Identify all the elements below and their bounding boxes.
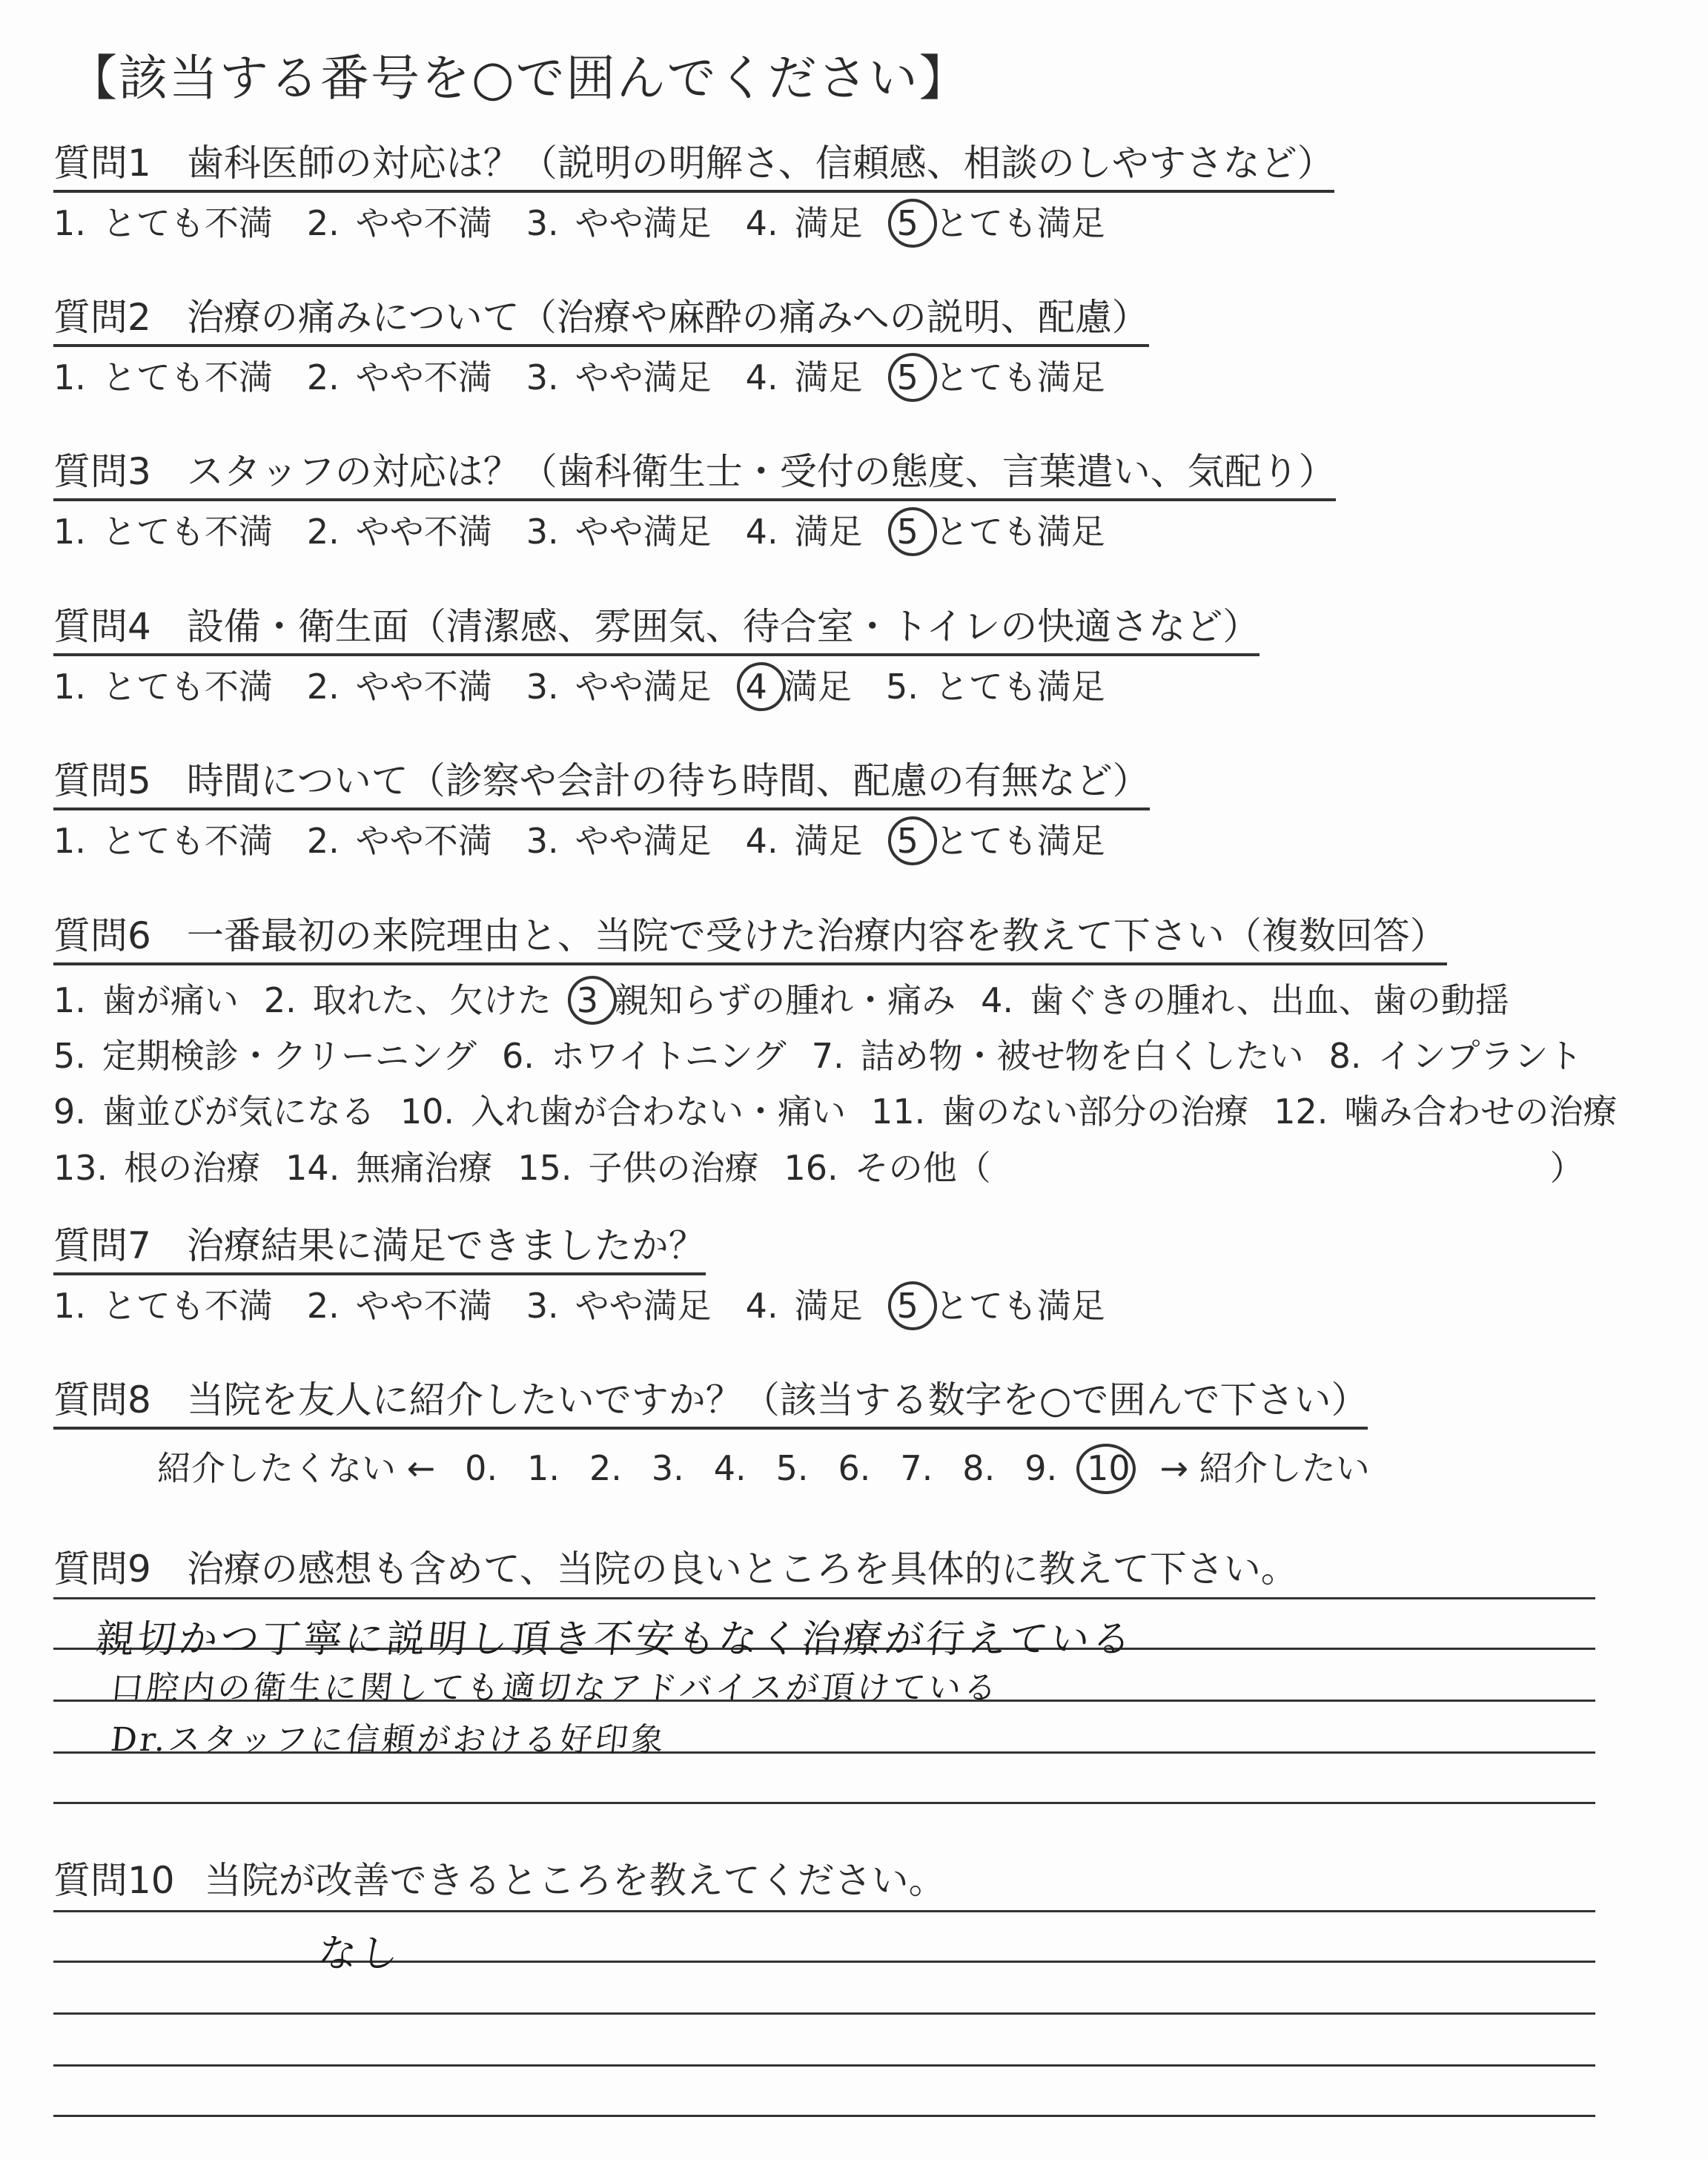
rating-options: [53, 1286, 1139, 1327]
reason-row: [53, 1148, 1642, 1189]
question-text: 設備・衛生面（清潔感、雰囲気、待合室・トイレの快適さなど）: [186, 605, 1260, 648]
option-label: 歯が痛い: [102, 980, 239, 1020]
rating-option-4[interactable]: [746, 1286, 863, 1327]
option-number: 1.: [53, 1286, 86, 1326]
reason-option[interactable]: [1274, 1091, 1617, 1132]
rating-option-1[interactable]: [53, 821, 273, 862]
reason-option[interactable]: [517, 1148, 758, 1189]
option-number: 3.: [526, 512, 559, 552]
question-label: 質問2: [53, 296, 151, 339]
rating-option-1[interactable]: [53, 203, 273, 244]
option-label: 無痛治療: [356, 1147, 493, 1188]
option-label: とても満足: [934, 512, 1105, 552]
option-number: 4: [745, 667, 767, 707]
option-number: 16.: [784, 1147, 838, 1188]
rating-option-2[interactable]: [307, 1286, 492, 1327]
scale-number[interactable]: 8.: [962, 1448, 996, 1488]
scale-number[interactable]: 7.: [900, 1448, 933, 1488]
option-label: 満足: [794, 512, 863, 552]
option-number: 10.: [400, 1091, 455, 1132]
reason-option[interactable]: [53, 1036, 477, 1077]
question-label: 質問7: [53, 1224, 151, 1267]
option-label: 歯ぐきの腫れ、出血、歯の動揺: [1029, 980, 1509, 1020]
question-1: [53, 141, 1334, 244]
rating-option-2[interactable]: [307, 821, 492, 862]
reason-option[interactable]: [812, 1036, 1304, 1077]
rating-option-2[interactable]: [307, 512, 492, 552]
option-number: 2.: [306, 203, 340, 243]
option-number: 1.: [53, 203, 86, 243]
handwritten-answer-line: 親切かつ丁寧に説明し頂き不安もなく治療が行えている: [93, 1617, 1136, 1662]
option-number: 5: [896, 512, 918, 552]
scale-right-label: → 紹介したい: [1159, 1448, 1370, 1488]
question-label: 質問1: [53, 142, 151, 185]
option-number: 2.: [263, 980, 297, 1020]
option-number: 11.: [871, 1091, 926, 1132]
rating-option-3[interactable]: [526, 1286, 712, 1327]
reason-option[interactable]: [577, 980, 956, 1021]
rating-option-4[interactable]: [746, 512, 863, 552]
question-text: 歯科医師の対応は？（説明の明解さ、信頼感、相談のしやすさなど）: [186, 142, 1334, 185]
ruled-line: [53, 2012, 1595, 2015]
option-number: 4.: [745, 203, 778, 243]
handwritten-answer: なし: [316, 1932, 404, 1976]
option-number: 12.: [1274, 1091, 1328, 1132]
reason-option[interactable]: [53, 1148, 260, 1189]
reason-option[interactable]: [784, 1148, 990, 1189]
rating-option-5[interactable]: [886, 667, 1105, 707]
question-2: [53, 295, 1149, 398]
rating-option-2[interactable]: [307, 203, 492, 244]
option-number: 1.: [53, 357, 86, 397]
rating-option-5[interactable]: [897, 357, 1105, 398]
option-number: 2.: [306, 357, 340, 397]
rating-option-3[interactable]: [526, 667, 712, 707]
question-4: [53, 604, 1260, 707]
option-number: 1.: [53, 821, 86, 861]
option-label: やや不満: [355, 821, 492, 861]
rating-option-4[interactable]: [746, 357, 863, 398]
scale-number[interactable]: 2.: [589, 1448, 622, 1488]
rating-options: [53, 821, 1150, 862]
recommend-scale: [53, 1441, 1400, 1490]
question-7: [53, 1223, 1139, 1327]
scale-number[interactable]: 4.: [713, 1448, 747, 1488]
reason-row: [53, 1091, 1642, 1132]
option-number: 3: [576, 980, 599, 1020]
question-label: 質問8: [53, 1378, 151, 1421]
option-label: とても不満: [102, 512, 273, 552]
option-number: 2.: [306, 667, 340, 707]
handwritten-answer-line: Dr.スタッフに信頼がおける好印象: [108, 1721, 669, 1759]
rating-option-4[interactable]: [746, 203, 863, 244]
rating-option-4[interactable]: [746, 821, 863, 862]
option-label: とても不満: [102, 667, 273, 707]
ruled-line: [53, 2115, 1595, 2117]
question-3: [53, 449, 1336, 552]
option-label: やや満足: [575, 357, 712, 397]
option-number: 3.: [526, 1286, 559, 1326]
question-5: [53, 759, 1150, 862]
option-label: とても満足: [934, 357, 1105, 397]
option-label: やや満足: [575, 512, 712, 552]
scale-number[interactable]: 9.: [1025, 1448, 1058, 1488]
ruled-line: [53, 1961, 1595, 1963]
option-label: 定期検診・クリーニング: [102, 1036, 477, 1077]
option-label: 詰め物・被せ物を白くしたい: [860, 1036, 1304, 1077]
option-label: 根の治療: [124, 1147, 261, 1188]
option-number: 5.: [885, 667, 918, 707]
option-label: やや満足: [575, 1286, 712, 1326]
ruled-line: [53, 1910, 1595, 1912]
question-label: 質問6: [53, 914, 151, 957]
option-label: やや不満: [355, 667, 492, 707]
rating-option-3[interactable]: [526, 357, 712, 398]
option-number: 4.: [745, 821, 778, 861]
option-number: 1.: [53, 667, 86, 707]
ruled-line: [53, 2064, 1595, 2067]
scale-number[interactable]: 3.: [651, 1448, 684, 1488]
option-label: 満足: [794, 357, 863, 397]
scale-number[interactable]: 10: [1087, 1448, 1131, 1488]
rating-option-3[interactable]: [526, 821, 712, 862]
reason-option[interactable]: [285, 1148, 492, 1189]
option-label: 取れた、欠けた: [312, 980, 552, 1020]
rating-option-5[interactable]: [897, 821, 1105, 862]
question-6: [53, 914, 1642, 1189]
option-number: 5: [896, 203, 918, 243]
question-text: 当院を友人に紹介したいですか？（該当する数字を○で囲んで下さい）: [186, 1378, 1368, 1421]
question-8: [53, 1378, 1400, 1490]
reason-option[interactable]: [1329, 1036, 1583, 1077]
option-label: やや不満: [355, 203, 492, 243]
scale-left-label: 紹介したくない ←: [157, 1448, 436, 1488]
rating-option-1[interactable]: [53, 667, 273, 707]
option-number: 3.: [526, 667, 559, 707]
option-label: 歯のない部分の治療: [941, 1091, 1249, 1132]
reason-option[interactable]: [400, 1091, 846, 1132]
form-heading: 【該当する番号を○で囲んでください】: [68, 50, 970, 107]
scale-number[interactable]: 5.: [775, 1448, 809, 1488]
option-label: とても満足: [934, 1286, 1105, 1326]
reason-row: [53, 1036, 1642, 1077]
option-number: 2.: [306, 512, 340, 552]
question-9: [53, 1539, 1298, 1593]
scale-number[interactable]: 0.: [465, 1448, 498, 1488]
option-label: 満足: [794, 821, 863, 861]
rating-option-5[interactable]: [897, 1286, 1105, 1327]
question-label: 質問9: [53, 1548, 151, 1591]
question-text: 当院が改善できるところを教えてください。: [204, 1859, 946, 1902]
question-label: 質問3: [53, 450, 151, 493]
question-text: 時間について（診察や会計の待ち時間、配慮の有無など）: [186, 759, 1150, 802]
option-label: 満足: [783, 667, 852, 707]
reason-options: [53, 980, 1642, 1189]
option-label: やや満足: [575, 821, 712, 861]
option-number: 3.: [526, 203, 559, 243]
scale-number[interactable]: 1.: [527, 1448, 560, 1488]
option-number: 2.: [306, 821, 340, 861]
question-10: [53, 1851, 946, 1904]
option-label: やや不満: [355, 357, 492, 397]
option-label: とても不満: [102, 357, 273, 397]
option-number: 8.: [1328, 1036, 1362, 1077]
option-label: インプラント: [1377, 1036, 1583, 1077]
question-text: 一番最初の来院理由と、当院で受けた治療内容を教えて下さい（複数回答）: [186, 914, 1447, 957]
option-label: 親知らずの腫れ・痛み: [615, 980, 956, 1020]
option-label: とても満足: [934, 203, 1105, 243]
option-label: 満足: [794, 1286, 863, 1326]
question-text: 治療の痛みについて（治療や麻酔の痛みへの説明、配慮）: [186, 296, 1149, 339]
rating-option-3[interactable]: [526, 512, 712, 552]
option-label: やや不満: [355, 1286, 492, 1326]
option-number: 15.: [517, 1147, 572, 1188]
option-label: 歯並びが気になる: [102, 1091, 375, 1132]
rating-options: [53, 357, 1149, 398]
option-label: とても不満: [102, 821, 273, 861]
other-close-paren: ）: [1549, 1147, 1584, 1188]
question-label: 質問4: [53, 605, 151, 648]
rating-option-1[interactable]: [53, 357, 273, 398]
rating-options: [53, 667, 1260, 707]
reason-option[interactable]: [981, 980, 1509, 1021]
scale-number[interactable]: 6.: [838, 1448, 871, 1488]
reason-option[interactable]: [264, 980, 552, 1021]
option-number: 9.: [53, 1091, 86, 1132]
option-number: 4.: [981, 980, 1013, 1020]
option-number: 4.: [745, 1286, 778, 1326]
handwritten-answer-line: 口腔内の衛生に関しても適切なアドバイスが頂けている: [108, 1669, 1002, 1707]
question-label: 質問10: [53, 1859, 175, 1902]
option-number: 14.: [285, 1147, 340, 1188]
reason-row: [53, 980, 1642, 1021]
question-label: 質問5: [53, 759, 151, 802]
option-label: その他（: [854, 1147, 991, 1188]
ruled-line: [53, 1597, 1595, 1599]
rating-option-2[interactable]: [307, 357, 492, 398]
option-number: 1.: [53, 980, 86, 1020]
rating-option-3[interactable]: [526, 203, 712, 244]
option-number: 13.: [53, 1147, 108, 1188]
option-number: 6.: [501, 1036, 534, 1077]
reason-option[interactable]: [53, 980, 239, 1021]
rating-option-4[interactable]: [746, 667, 852, 707]
question-text: 治療の感想も含めて、当院の良いところを具体的に教えて下さい。: [186, 1548, 1298, 1591]
option-label: 入れ歯が合わない・痛い: [471, 1091, 847, 1132]
rating-option-1[interactable]: [53, 512, 273, 552]
rating-option-2[interactable]: [307, 667, 492, 707]
option-number: 4.: [745, 357, 778, 397]
option-label: とても満足: [934, 821, 1105, 861]
question-text: 治療結果に満足できましたか？: [186, 1224, 706, 1267]
rating-option-5[interactable]: [897, 203, 1105, 244]
option-number: 5: [896, 821, 918, 861]
option-number: 5.: [53, 1036, 86, 1077]
question-text: スタッフの対応は？（歯科衛生士・受付の態度、言葉遣い、気配り）: [186, 450, 1336, 493]
reason-option[interactable]: [53, 1091, 375, 1132]
reason-option[interactable]: [871, 1091, 1248, 1132]
option-label: ホワイトニング: [550, 1036, 787, 1077]
reason-option[interactable]: [502, 1036, 787, 1077]
option-number: 1.: [53, 512, 86, 552]
option-label: 噛み合わせの治療: [1344, 1091, 1618, 1132]
option-label: 満足: [794, 203, 863, 243]
option-label: とても不満: [102, 1286, 273, 1326]
option-label: とても不満: [102, 203, 273, 243]
option-label: 子供の治療: [588, 1147, 759, 1188]
option-number: 3.: [526, 821, 559, 861]
option-number: 3.: [526, 357, 559, 397]
option-number: 7.: [811, 1036, 844, 1077]
option-number: 5: [896, 357, 918, 397]
option-label: やや不満: [355, 512, 492, 552]
option-label: とても満足: [934, 667, 1105, 707]
rating-option-5[interactable]: [897, 512, 1105, 552]
option-number: 5: [896, 1286, 918, 1326]
option-label: やや満足: [575, 203, 712, 243]
option-number: 4.: [745, 512, 778, 552]
ruled-line: [53, 1802, 1595, 1804]
rating-options: [53, 203, 1334, 244]
option-number: 2.: [306, 1286, 340, 1326]
rating-option-1[interactable]: [53, 1286, 273, 1327]
option-label: やや満足: [575, 667, 712, 707]
rating-options: [53, 512, 1336, 552]
